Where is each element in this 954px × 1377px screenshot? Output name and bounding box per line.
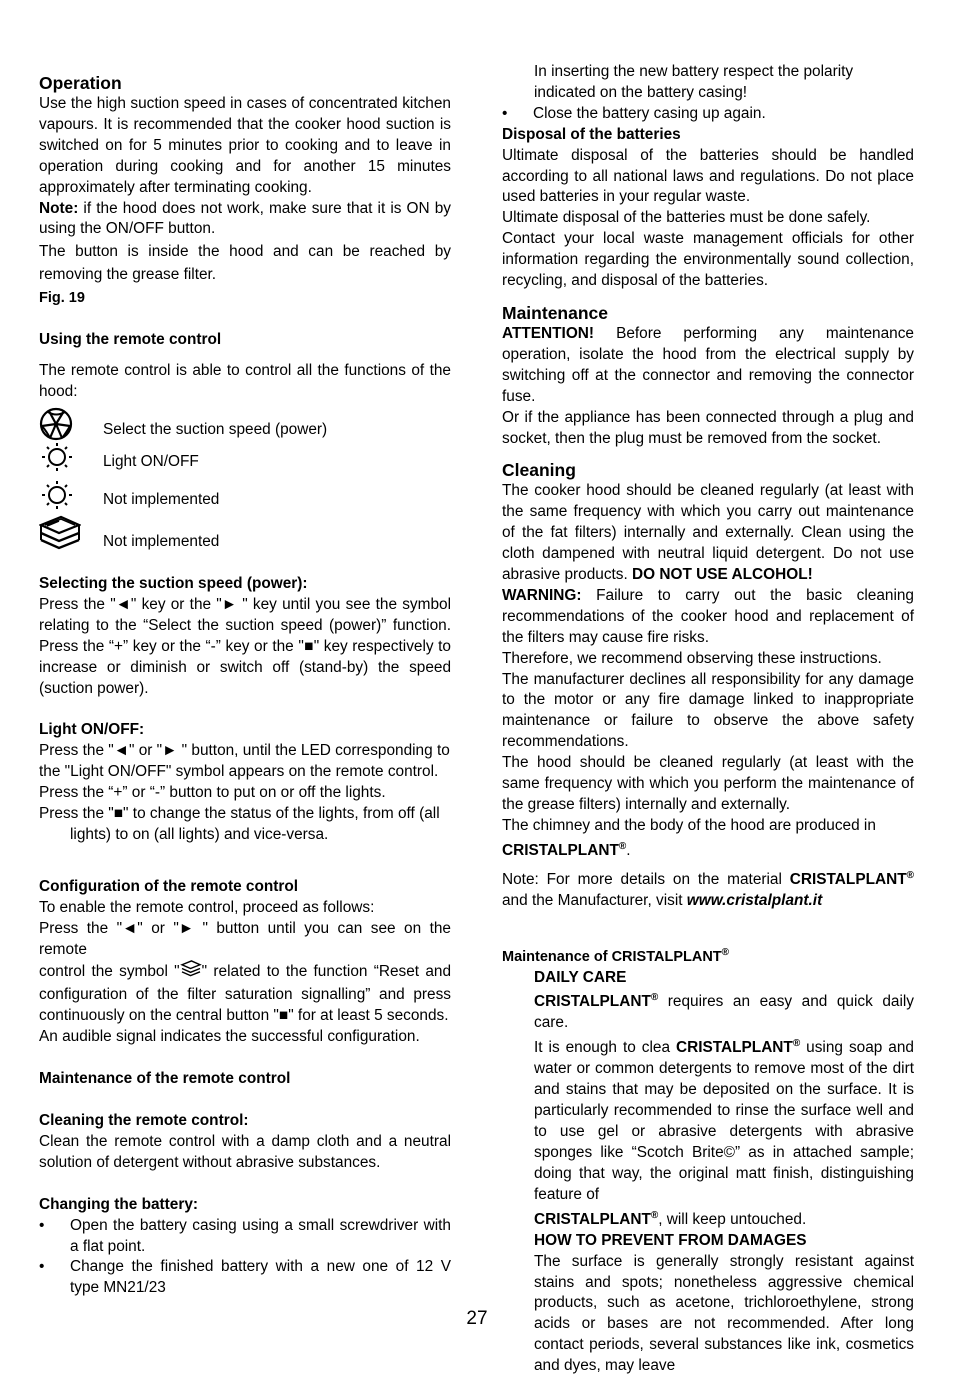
- light-line: Press the "◄" or "► " button, until the LED corresponding to: [39, 742, 450, 760]
- button-text: The button is inside the hood and can be reached by removing the grease filter.: [39, 243, 451, 284]
- note-paragraph: [502, 866, 914, 912]
- website-link[interactable]: www.cristalplant.it: [686, 891, 823, 909]
- config-line: An audible signal indicates the successful configuration.: [39, 1028, 420, 1046]
- operation-text: Use the high suction speed in cases of concentrated kitchen vapours. It is recommended that the cooker hood suction is switched on for 5 minutes prior to cooking and to leave in operation during cooking and for another 15 minutes approximately after terminating cooking.: [39, 95, 451, 196]
- recommend-text: Therefore, we recommend observing these instructions.: [502, 649, 882, 667]
- disposal-text: Ultimate disposal of the batteries should be handled according to all national laws and regulations. Do not place used batteries in your regular waste.: [502, 146, 914, 206]
- icon-label: Not implemented: [103, 533, 220, 551]
- daily-care-title: DAILY CARE: [534, 968, 627, 986]
- daily-care-text: requires an easy and quick daily care.: [534, 993, 914, 1032]
- registered-mark: ®: [906, 869, 914, 881]
- light-line: Press the "■" to change the status of the lights, from off (all: [39, 805, 440, 823]
- prevent-text: The surface is generally strongly resistant against stains and spots; nonetheless aggressive chemical products, such as acetone, trichloroethylene, strong acids or bases are not recommended. After long contact periods, several substances like ink, cosmetics and dyes, may leave: [534, 1252, 914, 1375]
- icon-list: [39, 403, 451, 553]
- light-line: the "Light ON/OFF" symbol appears on the remote control.: [39, 763, 439, 781]
- fan-icon: [39, 407, 103, 441]
- attention-label: ATTENTION!: [502, 324, 595, 342]
- config-paragraph: [39, 960, 451, 1027]
- daily-care-paragraph: [534, 1034, 914, 1205]
- icon-label: Light ON/OFF: [103, 453, 199, 471]
- daily-care-text: , will keep untouched.: [658, 1210, 807, 1228]
- icon-row-filter: [39, 511, 451, 553]
- disposal-text: Contact your local waste management officials for other information regarding the environmentally sound collection, recycling, and disposal of the batteries.: [502, 230, 914, 290]
- daily-care-text: using soap and water or common detergents to remove most of the dirt and stains that may be deposited on the surface. It is particularly recommended to rinse the surface well and to use gel or abrasive detergents with abrasive sponges like “Scotch Brite©” as in attached sample; doing that way, the original matt finish, distinguishing feature of: [534, 1039, 914, 1203]
- warning-label: WARNING:: [502, 586, 582, 604]
- registered-mark: ®: [721, 946, 730, 958]
- registered-mark: ®: [650, 1209, 659, 1221]
- icon-row-light: [39, 441, 451, 473]
- speed-text: Press the "◄" key or the "► " key until you see the symbol relating to the “Select the suction speed (power)” function. Press the “+” key or the “-” key or the "■" key respectively to increase or diminish or switch off (stand-by) the speed (suction power).: [39, 595, 451, 697]
- note-text: Note: For more details on the material: [502, 870, 790, 888]
- daily-care-end: [534, 1206, 914, 1231]
- light-icon: [39, 479, 103, 511]
- filter-layers-icon: [180, 960, 202, 985]
- section-title-cleaning: Cleaning: [502, 460, 576, 481]
- warning-paragraph: [502, 586, 914, 649]
- clean-remote-title: Cleaning the remote control:: [39, 1112, 249, 1129]
- light-line: Press the “+” or “-” button to put on or off the lights.: [39, 784, 386, 802]
- filter-layers-icon: [39, 515, 103, 553]
- plug-text: Or if the appliance has been connected through a plug and socket, then the plug must be removed from the socket.: [502, 408, 914, 447]
- config-line: Press the "◄" or "► " button until you can see on the remote: [39, 919, 451, 958]
- config-line: To enable the remote control, proceed as follows:: [39, 898, 375, 916]
- registered-mark: ®: [618, 840, 627, 852]
- section-title-operation: Operation: [39, 73, 122, 93]
- light-icon: [39, 441, 103, 473]
- attention-paragraph: [502, 324, 914, 408]
- list-item: • Close the battery casing up again.: [502, 104, 766, 122]
- brand-name: CRISTALPLANT: [675, 1039, 793, 1057]
- light-title: Light ON/OFF:: [39, 721, 145, 739]
- icon-row-fan: [39, 403, 451, 441]
- brand-name: CRISTALPLANT: [789, 870, 907, 888]
- right-column: [502, 62, 914, 1377]
- icon-label: Not implemented: [103, 491, 220, 509]
- brand-name: CRISTALPLANT: [502, 841, 619, 859]
- attention-text: Before performing any maintenance operation, isolate the hood from the electrical supply by switching off at the connector and removing the connector fuse.: [502, 324, 914, 405]
- light-line: lights) to on (all lights) and vice-versa.: [70, 825, 329, 843]
- list-item: • Change the finished battery with a new one of 12 V type MN21/23: [39, 1258, 451, 1297]
- maint-cp-title: Maintenance of CRISTALPLANT®: [502, 946, 730, 965]
- fig-label: Fig. 19: [39, 290, 85, 307]
- remote-intro: The remote control is able to control all the functions of the hood:: [39, 362, 451, 401]
- left-column: [39, 62, 451, 1299]
- registered-mark: ®: [650, 992, 659, 1004]
- polarity-text: In inserting the new battery respect the polarity indicated on the battery casing!: [534, 63, 854, 101]
- cleaning-paragraph: [502, 481, 914, 586]
- note-text: if the hood does not work, make sure that it is ON by using the ON/OFF button.: [39, 199, 451, 238]
- config-title: Configuration of the remote control: [39, 877, 299, 895]
- brand-line: CRISTALPLANT®.: [502, 840, 631, 859]
- config-text: " related to the function “Reset and configuration of the filter saturation signalling” and press continuously on the central button "■" for at least 5 seconds.: [39, 963, 451, 1025]
- list-item: • Open the battery casing using a small screwdriver with a flat point.: [39, 1216, 451, 1255]
- brand-name: CRISTALPLANT: [534, 993, 651, 1011]
- no-alcohol: DO NOT USE ALCOHOL!: [632, 566, 813, 584]
- remote-title: Using the remote control: [39, 331, 222, 349]
- disposal-text: Ultimate disposal of the batteries must be done safely.: [502, 209, 871, 227]
- clean-remote-text: Clean the remote control with a damp cloth and a neutral solution of detergent without abrasive substances.: [39, 1132, 451, 1171]
- speed-title: Selecting the suction speed (power):: [39, 574, 308, 592]
- section-title-maintenance: Maintenance: [502, 302, 608, 323]
- warning-text: Failure to carry out the basic cleaning recommendations of the cooker hood and replacement of the filters may cause fire risks.: [502, 586, 914, 646]
- prevent-title: HOW TO PREVENT FROM DAMAGES: [534, 1231, 807, 1249]
- page-number: 27: [466, 1308, 488, 1329]
- config-text: control the symbol ": [39, 963, 180, 981]
- daily-care-line: [534, 988, 914, 1034]
- icon-row-light-2: [39, 473, 451, 511]
- manufacturer-text: The manufacturer declines all responsibility for any damage to the motor or any fire damage linked to inappropriate maintenance or failure to observe the above safety recommendations.: [502, 670, 914, 751]
- cleaning-text: The cooker hood should be cleaned regularly (at least with the same frequency with which you carry out maintenance of the fat filters) internally and externally. Clean using the cloth dampened with neutral liquid detergent. Do not use abrasive products.: [502, 482, 914, 584]
- daily-care-text: It is enough to clea: [534, 1039, 676, 1057]
- brand-name: CRISTALPLANT: [534, 1210, 651, 1228]
- note-label: Note:: [39, 199, 79, 217]
- battery-title: Changing the battery:: [39, 1195, 199, 1213]
- note-paragraph: [39, 199, 451, 241]
- registered-mark: ®: [792, 1038, 801, 1050]
- regular-text: The hood should be cleaned regularly (at least with the same frequency with which you perform the maintenance of the grease filters) internally and externally.: [502, 754, 914, 813]
- icon-label: Select the suction speed (power): [103, 421, 328, 439]
- maint-remote-title: Maintenance of the remote control: [39, 1070, 291, 1088]
- disposal-title: Disposal of the batteries: [502, 125, 681, 143]
- chimney-text: The chimney and the body of the hood are produced in: [502, 816, 876, 834]
- note-tail: and the Manufacturer, visit: [502, 891, 687, 909]
